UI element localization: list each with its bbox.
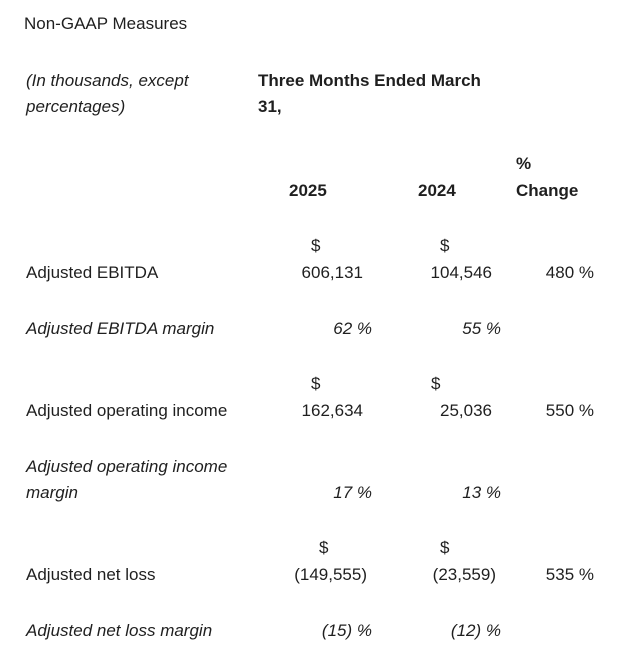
value-2025: (149,555) (294, 565, 367, 584)
row-label: Adjusted net loss (26, 565, 156, 584)
currency-symbol: $ (440, 538, 450, 557)
pct-change-value: 535 % (545, 565, 594, 584)
col-header-2024: 2024 (418, 181, 456, 200)
row-label: Adjusted operating income margin (26, 457, 228, 502)
currency-symbol: $ (440, 236, 450, 255)
value-2025: 17 % (333, 483, 372, 502)
pct-change-header: Change (516, 181, 579, 200)
value-2024: 104,546 (430, 263, 492, 282)
currency-symbol: $ (311, 236, 321, 255)
pct-symbol-header: % (516, 154, 532, 173)
currency-symbol: $ (311, 374, 321, 393)
row-label: Adjusted net loss margin (26, 621, 213, 640)
pct-change-value: 550 % (545, 401, 594, 420)
value-2024: 13 % (462, 483, 501, 502)
col-header-2025: 2025 (289, 181, 327, 200)
value-2024: (23,559) (432, 565, 496, 584)
section-title: Non-GAAP Measures (24, 14, 188, 33)
row-label: Adjusted operating income (26, 401, 228, 420)
value-2024: 55 % (462, 319, 501, 338)
value-2024: (12) % (450, 621, 501, 640)
value-2025: 62 % (333, 319, 372, 338)
value-2025: 162,634 (301, 401, 363, 420)
value-2024: 25,036 (440, 401, 492, 420)
row-label: Adjusted EBITDA (26, 263, 159, 282)
value-2025: (15) % (321, 621, 372, 640)
row-label: Adjusted EBITDA margin (26, 319, 215, 338)
units-note: (In thousands, except percentages) (26, 71, 189, 116)
pct-change-value: 480 % (545, 263, 594, 282)
value-2025: 606,131 (301, 263, 363, 282)
currency-symbol: $ (319, 538, 329, 557)
currency-symbol: $ (431, 374, 441, 393)
period-header: Three Months Ended March 31, (258, 71, 481, 116)
